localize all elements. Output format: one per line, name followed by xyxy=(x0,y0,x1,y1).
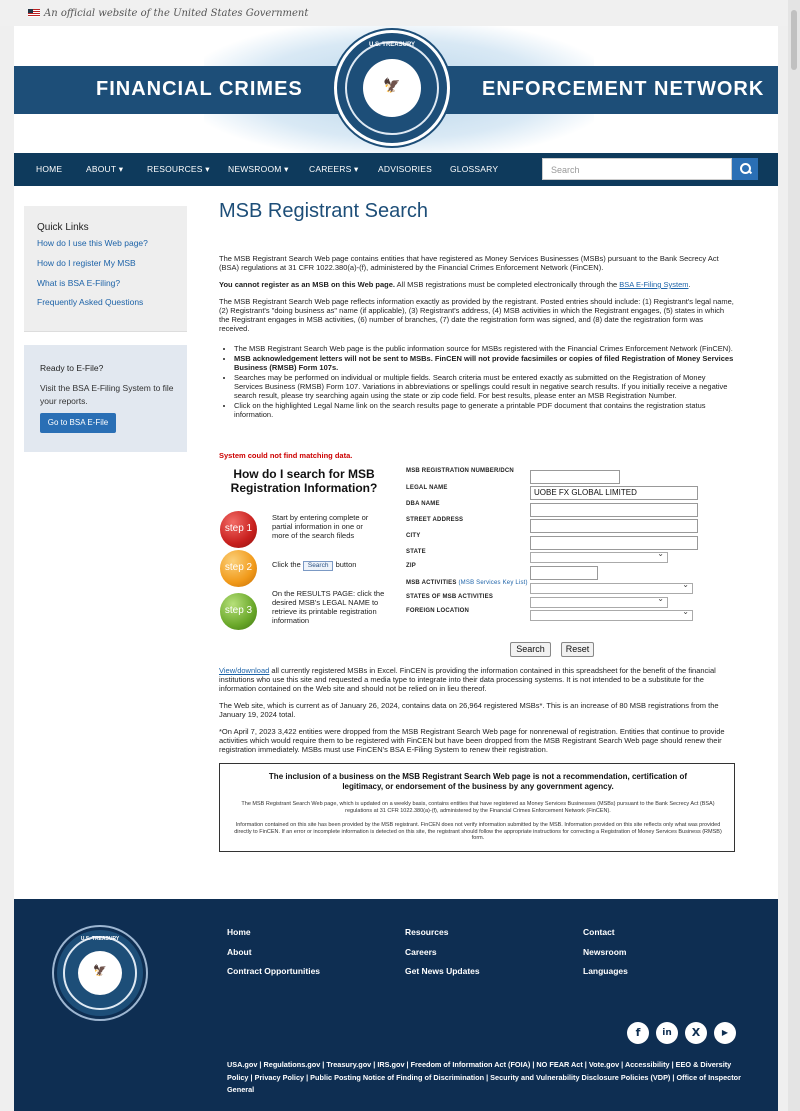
nav-resources[interactable]: RESOURCES ▾ xyxy=(147,164,210,174)
disclaimer-paragraph-2: Information contained on this site has been provided by the MSB registrant. FinCEN does not verify information submitted by the MSB. Information provided on this site reflects only what was provided directly to FinCEN. If an error or incomplete information is detected on this site, the registrant should follow the appropriate instructions for correcting a Registration of Money Services Business (RMSB) form. xyxy=(234,822,722,841)
step-1-icon: step 1 xyxy=(220,511,257,548)
download-text: all currently registered MSBs in Excel. FinCEN is providing the information contained in this spreadsheet for the benefit of the financial institutions who use this site and requested a media type to integrate into their data processing systems. It is not intended to be a substitute for the information contained on the Web site and should not be relied on in lieu thereof. xyxy=(219,666,716,693)
site-banner xyxy=(14,26,778,153)
quick-links-panel xyxy=(24,206,187,332)
label-legal-name: LEGAL NAME xyxy=(406,485,448,491)
linkedin-icon[interactable]: in xyxy=(656,1022,678,1044)
step-2-icon: step 2 xyxy=(220,550,257,587)
site-footer xyxy=(14,899,778,1111)
gov-banner-text: An official website of the United States Government xyxy=(44,8,309,19)
step-2-text-after: button xyxy=(335,560,357,569)
nav-home[interactable]: HOME xyxy=(36,164,63,174)
step-3-text: On the RESULTS PAGE: click the desired MSB's LEGAL NAME to retrieve its printable registration information xyxy=(272,589,385,625)
step-2-text xyxy=(272,560,402,571)
step-2-text-before: Click the xyxy=(272,560,301,569)
search-input[interactable]: Search xyxy=(542,158,732,180)
label-states-of-activities: STATES OF MSB ACTIVITIES xyxy=(406,594,494,600)
nav-careers[interactable]: CAREERS ▾ xyxy=(309,164,359,174)
us-flag-icon xyxy=(28,9,40,17)
download-paragraph xyxy=(219,666,735,693)
step-1-text: Start by entering complete or partial information in one or more of the search fileds xyxy=(272,513,369,540)
banner-title-left: FINANCIAL CRIMES xyxy=(96,78,303,100)
label-msb-activities xyxy=(406,580,528,586)
footer-link-careers[interactable]: Careers xyxy=(405,947,437,957)
dropped-paragraph: *On April 7, 2023 3,422 entities were dropped from the MSB Registrant Search Web page for nonrenewal of registration. Entities that continue to provide activities which would require them to be registered with FinCEN but have been dropped from the MSB Registrant Search Web page should renew their registration immediately. MSBs must use FinCEN's BSA E-Filing System to renew their registration. xyxy=(219,727,725,754)
state-select[interactable] xyxy=(530,552,668,563)
label-street-address: STREET ADDRESS xyxy=(406,517,464,523)
seal-top-text: U.S. TREASURY xyxy=(368,42,416,48)
quick-link-use-page[interactable]: How do I use this Web page? xyxy=(37,238,148,248)
label-dba-name: DBA NAME xyxy=(406,501,440,507)
label-foreign-location: FOREIGN LOCATION xyxy=(406,608,470,614)
list-item: • Searches may be performed on individual or multiple fields. Search criteria must be entered exactly as submitted on the Registration of Money Services Business (RMSB) Form 107. Variations in abbreviations or spellings could result in negative search results. If you initially receive a negative search result, please try searching again using the state or zip code field. For best results, please enter an MSB Registration Number. xyxy=(234,373,734,400)
page-title: MSB Registrant Search xyxy=(219,200,428,222)
error-message: System could not find matching data. xyxy=(219,451,353,460)
footer-link-newsroom[interactable]: Newsroom xyxy=(583,947,627,957)
zip-input[interactable] xyxy=(530,566,598,580)
disclaimer-heading: The inclusion of a business on the MSB Registrant Search Web page is not a recommendation, certification of legitimacy, or endorsement of the business by any government agency. xyxy=(268,772,688,791)
msb-services-key-list-link[interactable]: (MSB Services Key List) xyxy=(458,580,528,586)
msb-activities-label-text: MSB ACTIVITIES xyxy=(406,580,457,586)
disclaimer-paragraph-1: The MSB Registrant Search Web page, which is updated on a weekly basis, contains entities that have registered as Money Services Businesses (MSBs) pursuant to the Bank Secrecy Act (BSA) regulations at 31 CFR 1022.380(a)-(f), administered by the Financial Crimes Enforcement Network (FinCEN). xyxy=(241,801,715,814)
registration-number-input[interactable] xyxy=(530,470,620,484)
msb-activities-select[interactable] xyxy=(530,583,693,594)
street-address-input[interactable] xyxy=(530,519,698,533)
view-download-link[interactable]: View/download xyxy=(219,666,270,675)
treasury-seal-icon[interactable] xyxy=(334,30,450,146)
facebook-icon[interactable]: f xyxy=(627,1022,649,1044)
label-registration-number: MSB REGISTRATION NUMBER/DCN xyxy=(406,468,514,474)
footer-link-languages[interactable]: Languages xyxy=(583,966,628,976)
footer-seal-text: U.S. TREASURY xyxy=(80,936,120,942)
footer-link-contact[interactable]: Contact xyxy=(583,927,615,937)
nav-newsroom[interactable]: NEWSROOM ▾ xyxy=(228,164,289,174)
efile-title: Ready to E-File? xyxy=(40,363,104,373)
cannot-register-bold: You cannot register as an MSB on this Web page. xyxy=(219,280,396,289)
list-item: • Click on the highlighted Legal Name link on the search results page to generate a printable PDF document that contains the registration status information. xyxy=(234,401,734,419)
banner-title-right: ENFORCEMENT NETWORK xyxy=(482,78,765,100)
efile-panel xyxy=(24,345,187,452)
search-button[interactable]: Search xyxy=(510,642,551,657)
label-zip: ZIP xyxy=(406,563,416,569)
disclaimer-box xyxy=(219,763,735,852)
page xyxy=(14,26,778,1111)
nav-about[interactable]: ABOUT ▾ xyxy=(86,164,124,174)
efile-text: Visit the BSA E-Filing System to file your reports. xyxy=(40,383,174,406)
footer-link-news-updates[interactable]: Get News Updates xyxy=(405,966,480,976)
main-nav xyxy=(14,153,778,186)
howto-title: How do I search for MSB Registration Information? xyxy=(230,467,378,495)
legal-name-input[interactable]: UOBE FX GLOBAL LIMITED xyxy=(530,486,698,500)
footer-link-home[interactable]: Home xyxy=(227,927,251,937)
nav-glossary[interactable]: GLOSSARY xyxy=(450,164,499,174)
states-of-activities-select[interactable] xyxy=(530,597,668,608)
page-scrollbar[interactable] xyxy=(788,0,800,1111)
quick-link-bsa-efiling[interactable]: What is BSA E-Filing? xyxy=(37,278,121,288)
label-city: CITY xyxy=(406,533,421,539)
bsa-efiling-link[interactable]: BSA E-Filing System xyxy=(619,280,689,289)
list-item: • The MSB Registrant Search Web page is the public information source for MSBs registered with the Financial Crimes Enforcement Network (FinCEN). xyxy=(234,344,734,353)
dba-name-input[interactable] xyxy=(530,503,698,517)
intro-paragraph: The MSB Registrant Search Web page contains entities that have registered as Money Services Businesses (MSBs) pursuant to the Bank Secrecy Act (BSA) regulations at 31 CFR 1022.380(a)-(f), administered by the Financial Crimes Enforcement Network (FinCEN). xyxy=(219,254,719,272)
footer-legal-links[interactable]: USA.gov | Regulations.gov | Treasury.gov | IRS.gov | Freedom of Information Act (FOIA) | NO FEAR Act | Vote.gov | Accessibility | EEO & Diversity Policy | Privacy Policy | Public Posting Notice of Finding of Discrimination | Security and Vulnerability Disclosure Policies (VDP) | Office of Inspector General xyxy=(227,1060,741,1094)
footer-link-resources[interactable]: Resources xyxy=(405,927,449,937)
gov-banner xyxy=(0,0,800,26)
quick-links-title: Quick Links xyxy=(37,222,89,233)
label-state: STATE xyxy=(406,549,426,555)
cannot-register-text: All MSB registrations must be completed electronically through the xyxy=(395,280,620,289)
youtube-icon[interactable]: ▶ xyxy=(714,1022,736,1044)
footer-link-about[interactable]: About xyxy=(227,947,252,957)
go-to-bsa-efile-button[interactable]: Go to BSA E-File xyxy=(40,413,116,433)
reflects-paragraph: The MSB Registrant Search Web page reflects information exactly as provided by the registrant. Posted entries should include: (1) Registrant's legal name, (2) Registrant's "doing business as" name (if applicable), (3) Registrant's address, (4) MSB activities in which the Registrant engages, (5) states in which the Registrant engages in MSB activities, (6) number of branches, (7) date the registration form was signed, and (8) date the registration form was received. xyxy=(219,297,734,333)
eagle-icon: 🦅 xyxy=(383,77,401,93)
list-item: • MSB acknowledgement letters will not be sent to MSBs. FinCEN will not provide facsimiles or copies of filed Registration of Money Services Business (RMSB) Form 107s. xyxy=(234,354,734,372)
reset-button[interactable]: Reset xyxy=(561,642,594,657)
city-input[interactable] xyxy=(530,536,698,550)
x-icon[interactable]: X xyxy=(685,1022,707,1044)
current-paragraph: The Web site, which is current as of January 26, 2024, contains data on 26,964 registered MSBs*. This is an increase of 80 MSB registrations from the January 19, 2024 total. xyxy=(219,701,719,719)
quick-link-faq[interactable]: Frequently Asked Questions xyxy=(37,297,144,307)
search-icon[interactable] xyxy=(732,158,758,180)
step-3-icon: step 3 xyxy=(220,593,257,630)
foreign-location-select[interactable] xyxy=(530,610,693,621)
footer-link-contract-opportunities[interactable]: Contract Opportunities xyxy=(227,966,321,976)
nav-advisories[interactable]: ADVISORIES xyxy=(378,164,432,174)
footer-eagle-icon: 🦅 xyxy=(93,965,107,977)
footer-treasury-seal-icon[interactable] xyxy=(54,927,146,1019)
inline-search-button: Search xyxy=(303,561,334,571)
scrollbar-thumb[interactable] xyxy=(791,10,797,70)
quick-link-register-msb[interactable]: How do I register My MSB xyxy=(37,258,136,268)
cannot-register-paragraph: You cannot register as an MSB on this Web page. All MSB registrations must be completed electronically through the BSA E-Filing System. xyxy=(219,280,691,289)
info-bullet-list xyxy=(234,344,734,420)
